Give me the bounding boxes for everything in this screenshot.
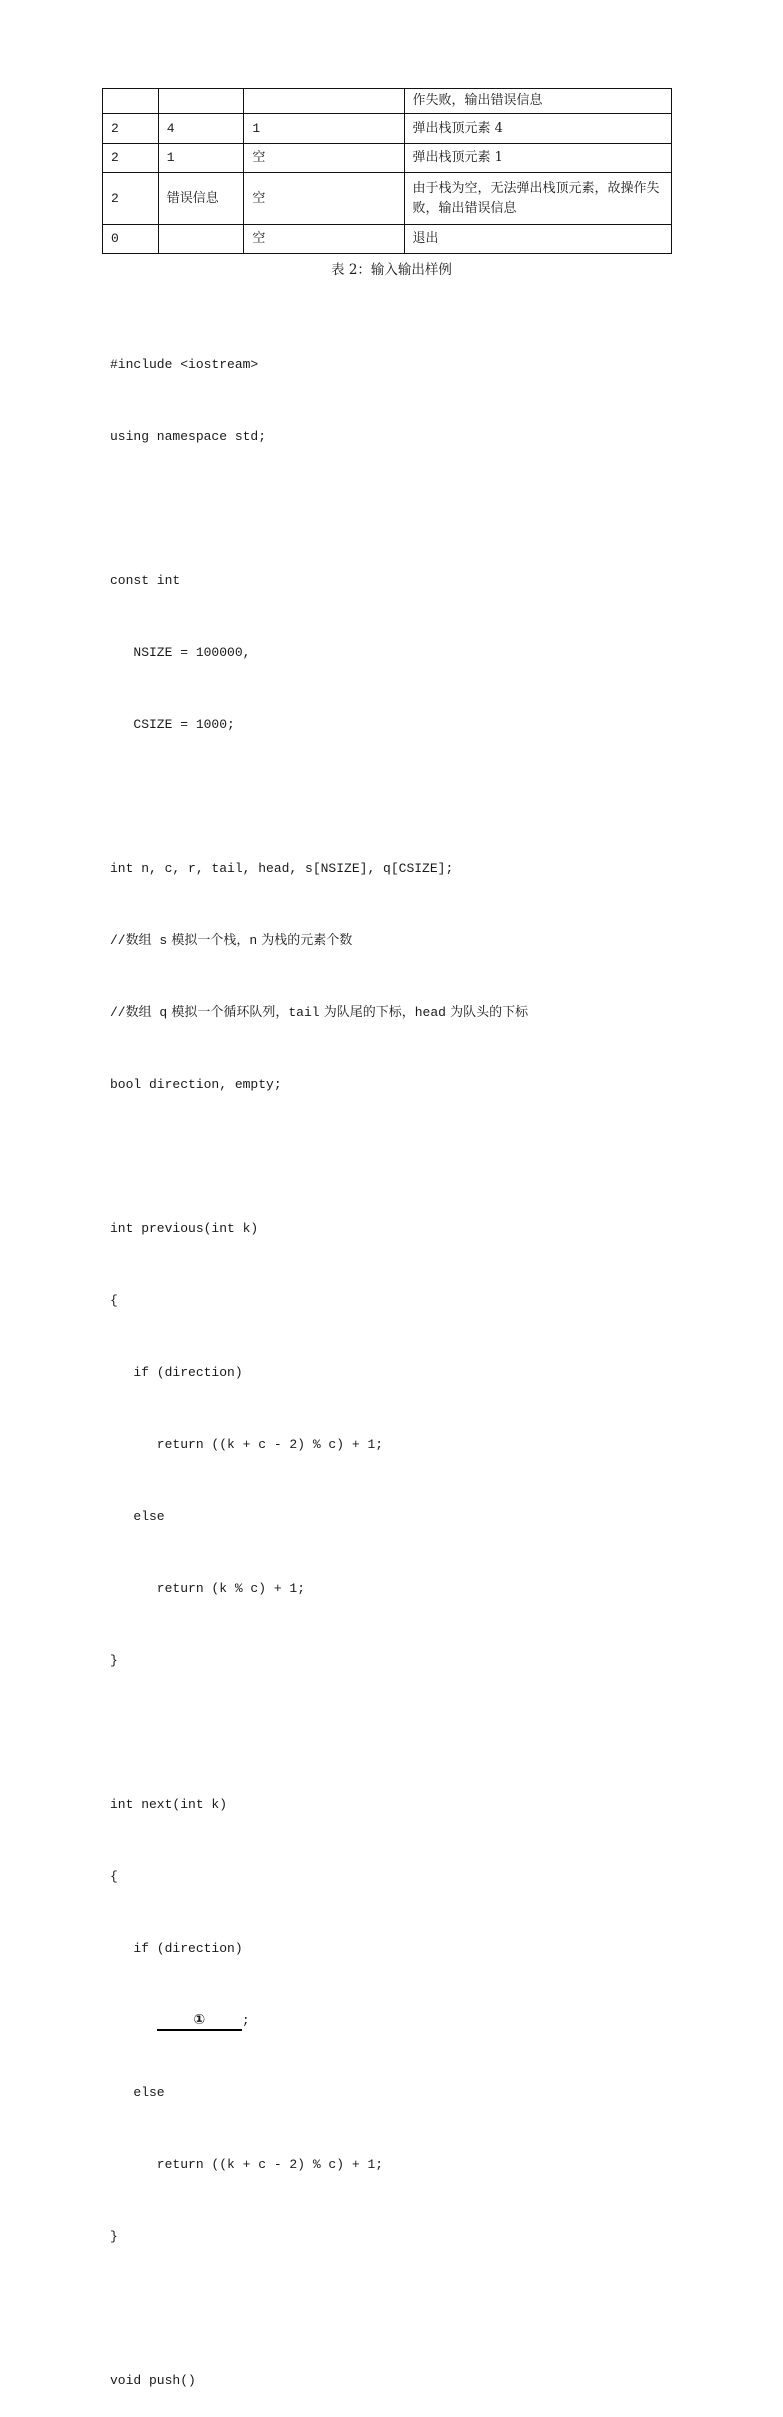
cell-stack: 空 <box>244 144 404 173</box>
table-row <box>103 114 672 144</box>
fill-in-blank-1: ① <box>157 2011 242 2031</box>
cell-op <box>103 89 159 114</box>
io-sample-table <box>102 88 672 254</box>
comment-text: 模拟一个循环队列， <box>167 1005 289 1020</box>
code-line: return ((k + c - 2) % c) + 1; <box>110 1437 384 1452</box>
code-comment <box>110 1001 528 1025</box>
cell-op: 2 <box>103 114 159 144</box>
comment-text: 模拟一个栈， <box>167 933 250 948</box>
code-line: const int <box>110 573 181 588</box>
cell-stack: 空 <box>244 225 404 254</box>
cell-op: 0 <box>103 225 159 254</box>
code-line: bool direction, empty; <box>110 1077 282 1092</box>
comment-text: //数组 <box>110 1005 160 1020</box>
cell-output: 4 <box>158 114 244 144</box>
table-row <box>103 225 672 254</box>
comment-text: q <box>159 1005 168 1020</box>
code-line: if (direction) <box>110 1365 243 1380</box>
code-listing <box>110 305 528 2417</box>
code-line: int previous(int k) <box>110 1221 259 1236</box>
cell-note: 弹出栈顶元素 4 <box>404 114 672 144</box>
comment-text: //数组 <box>110 933 160 948</box>
comment-text: s <box>159 933 168 948</box>
code-line <box>110 785 528 809</box>
table-row <box>103 144 672 173</box>
code-line: else <box>110 2085 165 2100</box>
code-line: { <box>110 1293 118 1308</box>
code-line: NSIZE = 100000, <box>110 645 251 660</box>
code-line: return ((k + c - 2) % c) + 1; <box>110 2157 384 2172</box>
cell-op: 2 <box>103 173 159 225</box>
indent <box>110 2013 157 2028</box>
code-line: void push() <box>110 2373 196 2388</box>
code-comment <box>110 929 528 953</box>
table-caption: 表 2：输入输出样例 <box>331 262 452 278</box>
cell-output: 1 <box>158 144 244 173</box>
cell-output <box>158 89 244 114</box>
cell-note: 退出 <box>404 225 672 254</box>
code-line: { <box>110 1869 118 1884</box>
comment-text: 为队尾的下标， <box>319 1005 415 1020</box>
code-line-blank <box>110 2009 528 2033</box>
cell-stack <box>244 89 404 114</box>
comment-text: head <box>414 1005 446 1020</box>
cell-stack: 1 <box>244 114 404 144</box>
cell-note: 作失败，输出错误信息 <box>404 89 672 114</box>
comment-text: n <box>249 933 258 948</box>
comment-text: 为队头的下标 <box>445 1005 529 1020</box>
code-line: int next(int k) <box>110 1797 228 1812</box>
cell-note: 弹出栈顶元素 1 <box>404 144 672 173</box>
code-line: else <box>110 1509 165 1524</box>
code-line: CSIZE = 1000; <box>110 717 235 732</box>
cell-op: 2 <box>103 144 159 173</box>
code-line <box>110 497 528 521</box>
comment-text: 为栈的元素个数 <box>257 933 353 948</box>
code-line <box>110 1145 528 1169</box>
cell-output <box>158 225 244 254</box>
code-line: using namespace std; <box>110 429 267 444</box>
cell-output: 错误信息 <box>158 173 244 225</box>
table-row <box>103 89 672 114</box>
code-line: #include <iostream> <box>110 357 259 372</box>
code-line: int n, c, r, tail, head, s[NSIZE], q[CSIZE]; <box>110 861 454 876</box>
comment-text: tail <box>288 1005 320 1020</box>
code-line: } <box>110 2229 118 2244</box>
cell-note: 由于栈为空，无法弹出栈顶元素，故操作失败，输出错误信息 <box>404 173 672 225</box>
code-line: return (k % c) + 1; <box>110 1581 306 1596</box>
cell-stack: 空 <box>244 173 404 225</box>
code-line: } <box>110 1653 118 1668</box>
table-row <box>103 173 672 225</box>
semicolon: ; <box>241 2013 250 2028</box>
code-line <box>110 1721 528 1745</box>
code-line <box>110 2297 528 2321</box>
code-line: if (direction) <box>110 1941 243 1956</box>
